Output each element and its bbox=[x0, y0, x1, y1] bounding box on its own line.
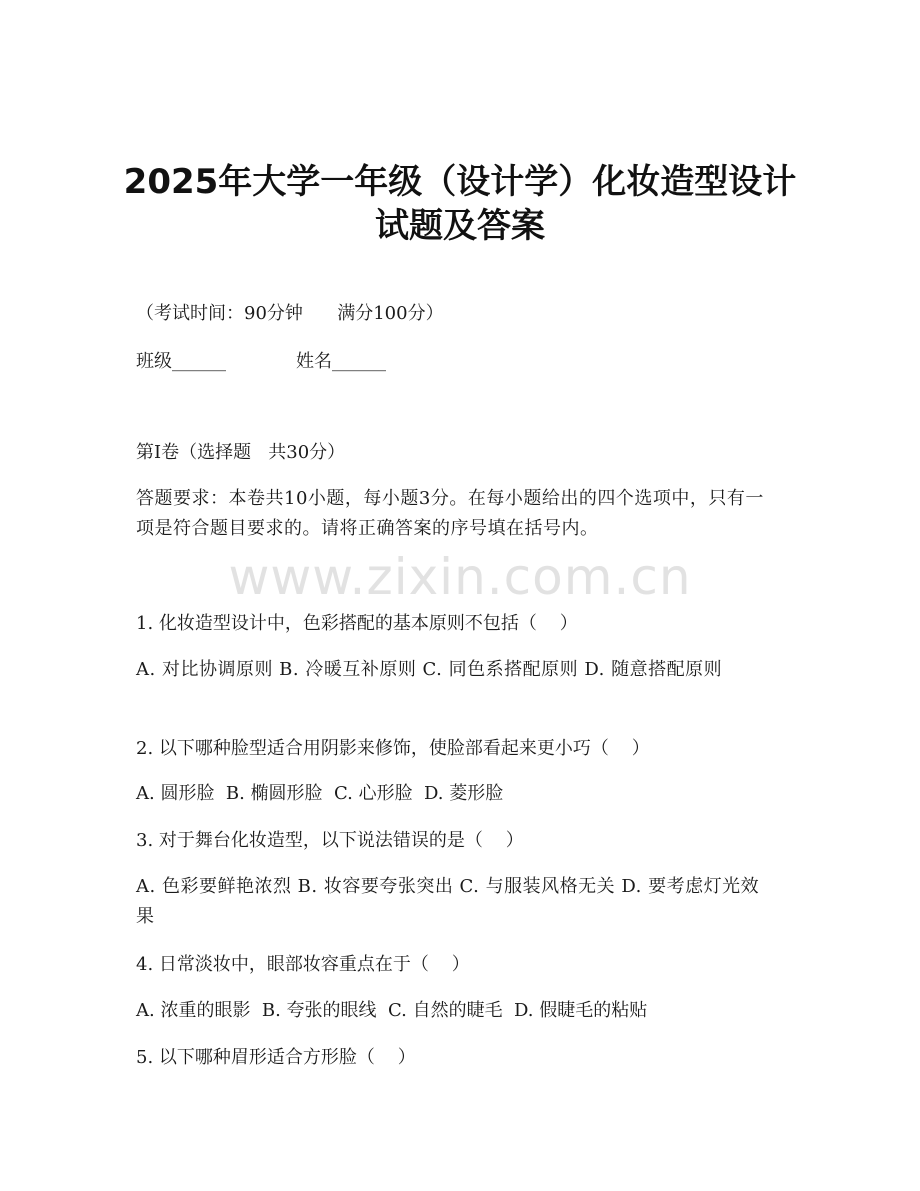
name-field: 姓名______ bbox=[296, 351, 386, 372]
instructions-text: 答题要求：本卷共10小题，每小题3分。在每小题给出的四个选项中，只有一项是符合题目要求的。请将正确答案的序号填在括号内。 bbox=[136, 488, 764, 539]
document-title-line-2: 试题及答案 bbox=[375, 206, 545, 246]
question-options-3: A. 色彩要鲜艳浓烈 B. 妆容要夸张突出 C. 与服装风格无关 D. 要考虑灯光效果 bbox=[136, 876, 760, 927]
question-stem-1: 1. 化妆造型设计中，色彩搭配的基本原则不包括（ ） bbox=[136, 613, 578, 634]
document-title-line-1: 2025年大学一年级（设计学）化妆造型设计 bbox=[123, 162, 797, 202]
question-stem-3: 3. 对于舞台化妆造型，以下说法错误的是（ ） bbox=[136, 830, 524, 851]
question-options-2: A. 圆形脸 B. 椭圆形脸 C. 心形脸 D. 菱形脸 bbox=[136, 783, 504, 804]
watermark: www.zixin.com.cn bbox=[228, 548, 692, 606]
question-options-1: A. 对比协调原则 B. 冷暖互补原则 C. 同色系搭配原则 D. 随意搭配原则 bbox=[136, 659, 723, 680]
question-stem-5: 5. 以下哪种眉形适合方形脸（ ） bbox=[136, 1047, 416, 1068]
exam-info: （考试时间：90分钟 满分100分） bbox=[136, 303, 444, 324]
class-field: 班级______ bbox=[136, 351, 226, 372]
question-options-4: A. 浓重的眼影 B. 夸张的眼线 C. 自然的睫毛 D. 假睫毛的粘贴 bbox=[136, 1000, 648, 1021]
section-heading: 第I卷（选择题 共30分） bbox=[136, 442, 346, 463]
question-stem-2: 2. 以下哪种脸型适合用阴影来修饰，使脸部看起来更小巧（ ） bbox=[136, 738, 650, 759]
question-stem-4: 4. 日常淡妆中，眼部妆容重点在于（ ） bbox=[136, 954, 470, 975]
